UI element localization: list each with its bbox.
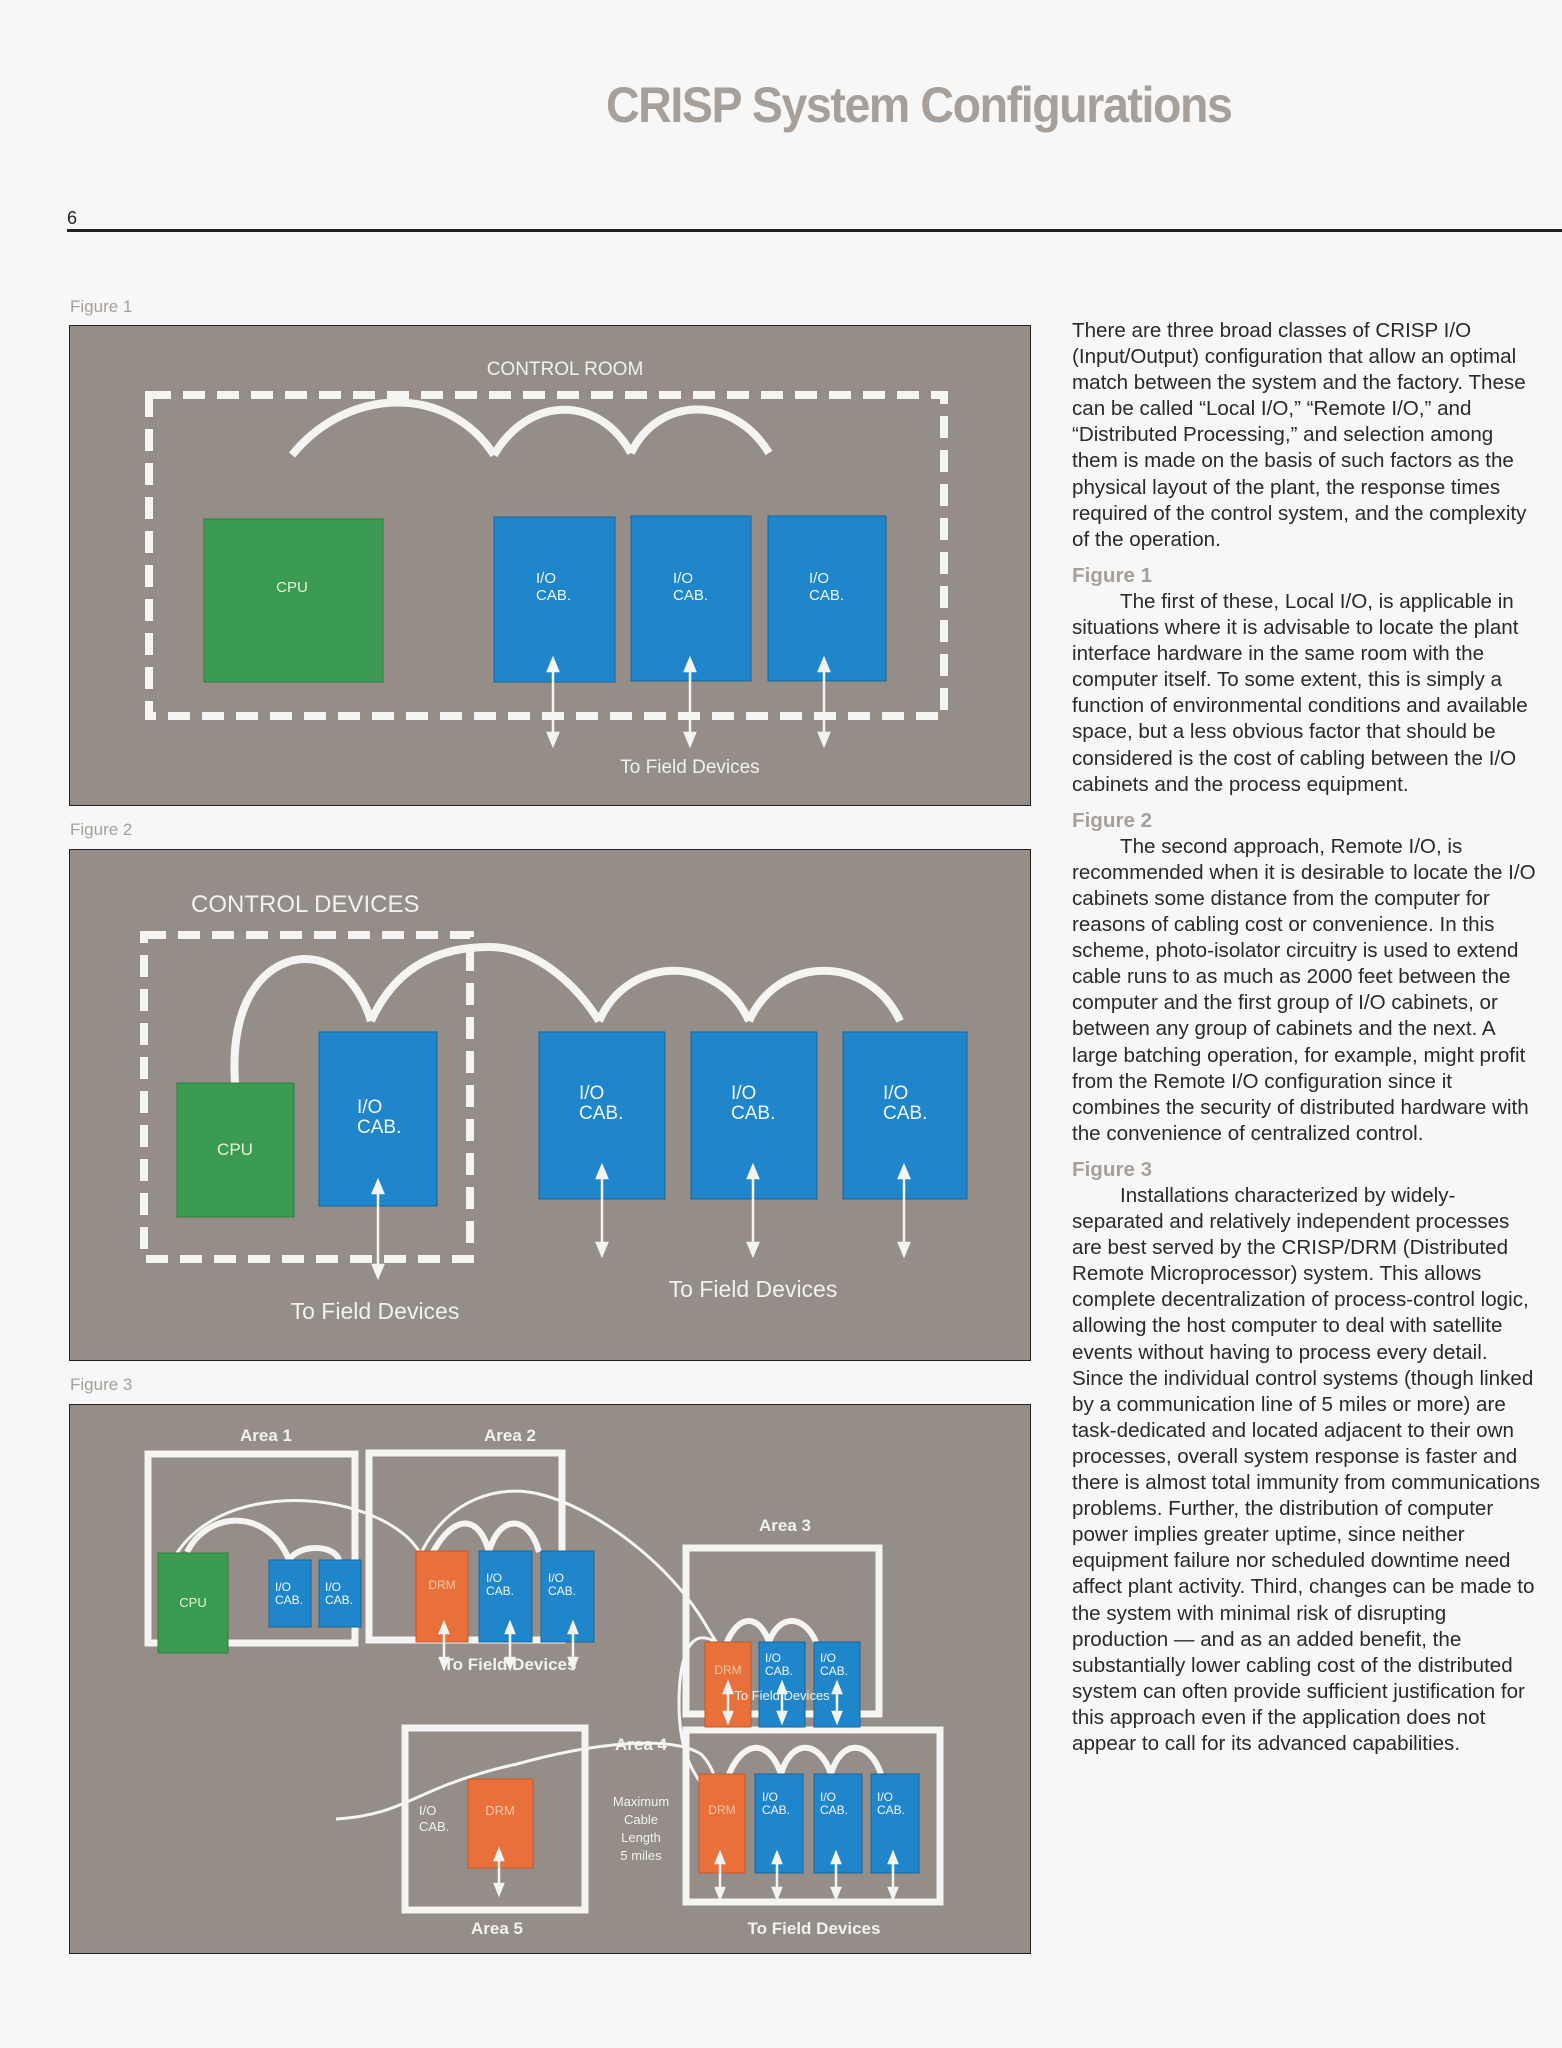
svg-text:I/O: I/O <box>809 570 830 587</box>
area-5-io-label-2: CAB. <box>419 1819 450 1834</box>
svg-text:I/O: I/O <box>877 1790 894 1804</box>
page-title: CRISP System Configurations <box>606 77 1232 133</box>
svg-text:I/O: I/O <box>486 1571 503 1585</box>
figure-3-diagram <box>69 1404 1031 1954</box>
svg-text:CAB.: CAB. <box>548 1584 577 1598</box>
svg-text:Maximum: Maximum <box>612 1794 670 1809</box>
svg-text:I/O: I/O <box>325 1580 342 1594</box>
svg-text:I/O: I/O <box>820 1790 837 1804</box>
section-paragraph-figure-1: The first of these, Local I/O, is applicable in situations where it is advisable to locate the plant interface hardware in the same room with the computer itself. To some extent, this is simply a function of environmental conditions and available space, but a less obvious factor that should be considered is the cost of cabling between the I/O cabinets and the process equipment. <box>1072 589 1528 796</box>
svg-text:CAB.: CAB. <box>877 1803 906 1817</box>
svg-text:CAB.: CAB. <box>820 1664 849 1678</box>
body-text-column <box>1072 318 1542 1757</box>
to-field-devices-label: To Field Devices <box>620 757 760 778</box>
svg-text:I/O: I/O <box>536 570 557 587</box>
svg-text:Length: Length <box>621 1830 661 1845</box>
svg-text:DRM: DRM <box>428 1578 456 1592</box>
svg-text:DRM: DRM <box>708 1803 736 1817</box>
svg-text:CAB.: CAB. <box>820 1803 849 1817</box>
svg-text:CAB.: CAB. <box>765 1664 794 1678</box>
svg-text:I/O: I/O <box>579 1083 605 1104</box>
svg-text:I/O: I/O <box>820 1651 837 1665</box>
svg-text:CPU: CPU <box>179 1595 207 1610</box>
io-cabinet-1 <box>494 517 615 682</box>
intro-paragraph: There are three broad classes of CRISP I/O (Input/Output) configuration that allow an optimal match between the system and the factory. These can be called “Local I/O,” “Remote I/O,” and “Distributed Processing,” and selection among them is made on the basis of such factors as the physical layout of the plant, the response times required of the control system, and the complexity of the operation. <box>1072 319 1527 551</box>
cpu-box <box>204 519 383 682</box>
svg-text:CAB.: CAB. <box>275 1593 304 1607</box>
svg-text:CAB.: CAB. <box>579 1103 624 1124</box>
svg-text:CAB.: CAB. <box>357 1117 402 1138</box>
svg-text:Cable: Cable <box>624 1812 658 1827</box>
area-2-io-cabinet-2 <box>541 1551 594 1642</box>
area-3-field-label: To Field Devices <box>734 1688 830 1703</box>
figure-2-label: Figure 2 <box>70 820 133 839</box>
area-5-label: Area 5 <box>471 1919 523 1938</box>
header-rule <box>67 229 1562 232</box>
section-paragraph-figure-3: Installations characterized by widely-separated and relatively independent processes are best served by the CRISP/DRM (Distributed Remote Microprocessor) system. This allows complete decentralization of process-control logic, allowing the host computer to deal with satellite events without having to process every detail. Since the individual control systems (though linked by a communication line of 5 miles or more) are task-dedicated and located adjacent to their own processes, overall system response is faster and there is almost total immunity from communications problems. Further, the distribution of computer power implies greater uptime, since neither equipment failure nor scheduled downtime need affect plant activity. Third, changes can be made to the system with minimal risk of disrupting production — and as an added benefit, the substantially lower cabling cost of the distributed system can often provide sufficient justification for this approach even if the application does not appear to call for its advanced capabilities. <box>1072 1184 1541 1755</box>
area-2-field-label: To Field Devices <box>443 1655 577 1674</box>
svg-text:CAB.: CAB. <box>325 1593 354 1607</box>
cpu-box <box>177 1083 294 1217</box>
svg-text:CAB.: CAB. <box>673 587 709 604</box>
to-field-devices-left-label: To Field Devices <box>290 1298 460 1324</box>
area-1-io-cabinet-2 <box>319 1560 361 1627</box>
io-cabinet-3 <box>768 516 886 681</box>
area-1-io-cabinet-1 <box>269 1560 311 1627</box>
to-field-devices-right-label: To Field Devices <box>668 1276 838 1302</box>
svg-text:I/O: I/O <box>883 1083 909 1104</box>
svg-text:CAB.: CAB. <box>883 1103 928 1124</box>
svg-text:I/O: I/O <box>762 1790 779 1804</box>
control-room-label: CONTROL ROOM <box>486 359 644 380</box>
svg-text:I/O: I/O <box>765 1651 782 1665</box>
svg-text:CAB.: CAB. <box>486 1584 515 1598</box>
area-4-field-label: To Field Devices <box>747 1919 881 1938</box>
svg-text:DRM: DRM <box>485 1803 515 1818</box>
area-1-cpu <box>158 1553 228 1653</box>
page-number: 6 <box>67 208 78 228</box>
area-3-label: Area 3 <box>759 1516 811 1535</box>
figure-1-label: Figure 1 <box>70 297 133 316</box>
io-cabinet-2 <box>631 516 751 681</box>
control-devices-label: CONTROL DEVICES <box>191 891 420 918</box>
svg-text:CAB.: CAB. <box>731 1103 776 1124</box>
svg-text:CAB.: CAB. <box>809 587 845 604</box>
section-paragraph-figure-2: The second approach, Remote I/O, is recommended when it is desirable to locate the I/O cabinets some distance from the computer for reasons of cabling cost or convenience. In this scheme, photo-isolator circuitry is used to extend cable runs to as much as 2000 feet between the computer and the first group of I/O cabinets, or between any group of cabinets and the next. A large batching operation, for example, might profit from the Remote I/O configuration since it combines the security of distributed hardware with the convenience of centralized control. <box>1072 834 1536 1145</box>
svg-text:CAB.: CAB. <box>536 587 572 604</box>
area-4-label: Area 4 <box>615 1735 667 1754</box>
svg-text:5 miles: 5 miles <box>620 1848 662 1863</box>
section-heading-figure-1: Figure 1 <box>1072 563 1153 587</box>
area-2-io-cabinet-1 <box>479 1551 532 1642</box>
svg-text:I/O: I/O <box>275 1580 292 1594</box>
svg-text:I/O: I/O <box>673 570 694 587</box>
svg-text:CPU: CPU <box>276 579 308 596</box>
figure-3-label: Figure 3 <box>70 1375 133 1394</box>
svg-text:I/O: I/O <box>548 1571 565 1585</box>
area-1-label: Area 1 <box>240 1426 292 1445</box>
figure-2-diagram <box>69 849 1031 1361</box>
svg-text:I/O: I/O <box>731 1083 757 1104</box>
svg-text:CAB.: CAB. <box>762 1803 791 1817</box>
area-5-io-label-1: I/O <box>419 1803 437 1818</box>
svg-text:DRM: DRM <box>714 1663 742 1677</box>
svg-text:I/O: I/O <box>357 1097 383 1118</box>
svg-text:CPU: CPU <box>217 1140 253 1159</box>
area-2-label: Area 2 <box>484 1426 536 1445</box>
figure-1-diagram <box>69 325 1031 806</box>
section-heading-figure-2: Figure 2 <box>1072 808 1153 832</box>
section-heading-figure-3: Figure 3 <box>1072 1157 1153 1181</box>
